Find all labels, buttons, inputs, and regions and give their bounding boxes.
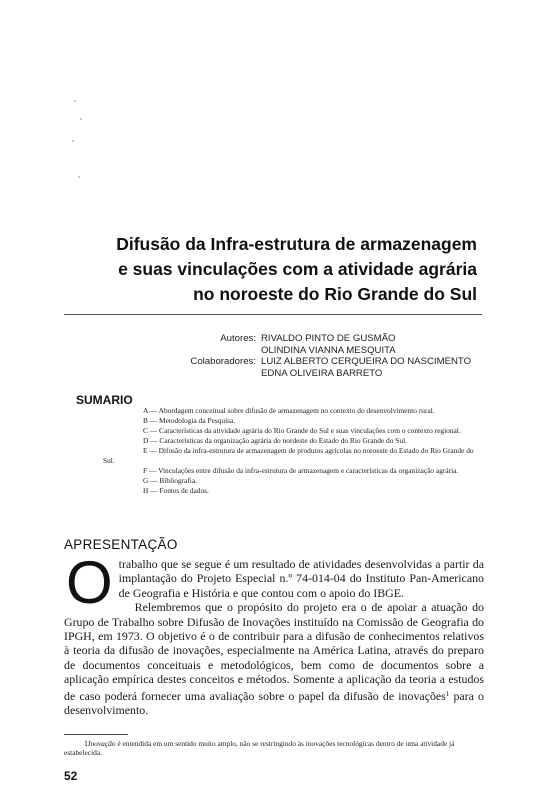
article-title: [17, 232, 477, 307]
footnote-divider: [64, 734, 128, 735]
paragraph-text: Relembremos que o propósito do projeto era o de apoiar a atuação do Grupo de Trabalho sobre Difusão de Inovações instituído na Comissão de Geografia do IPGH, em 1973. O objetivo é o de contribuir para a difusão de conhecimentos relativos à teoria da difusão de inovações, especialmente na América Latina, através do preparo de documentos conceituais e metodológicos, bem como de documentos sobre a aplicação empírica destes conceitos e métodos. Somente a aplicação da teoria a estudos de caso poderá fornecer uma avaliação sobre o papel da difusão de inovações: [64, 600, 484, 703]
footnote: [64, 739, 484, 758]
title-line: e suas vinculações com a atividade agrária: [118, 259, 477, 279]
author-name: OLINDINA VIANNA MESQUITA: [261, 344, 396, 356]
presentation-body: [64, 549, 485, 718]
summary-heading: SUMARIO: [76, 393, 133, 407]
paragraph-text: trabalho que se segue é um resultado de atividades desenvolvidas a partir da implantação do Projeto Especial n.º 74-014-04 do Instituto Pan-Americano de Geografia e História e que contou com o apoio do IBGE.: [118, 557, 484, 600]
collaborators-label: Colaboradores:: [190, 356, 256, 367]
paragraph-text: para o desenvolvimento.: [64, 688, 485, 718]
title-line: Difusão da Infra-estrutura de armazenagem: [116, 234, 477, 254]
footnote-text: [64, 739, 454, 757]
summary-item: A — Abordagem conceitual sobre difusão de armazenagem no contexto do desenvolvimento rural.: [143, 406, 435, 415]
footnote-number: 1: [84, 739, 88, 748]
summary-item: G — Bibliografia.: [143, 476, 197, 486]
authors-label: Autores:: [220, 333, 256, 344]
scan-speck: [80, 118, 82, 120]
credits-block: [53, 333, 473, 379]
paragraph: [64, 557, 484, 600]
summary-item: H — Fontes de dados.: [143, 486, 209, 496]
title-line: no noroeste do Rio Grande do Sul: [193, 284, 477, 304]
summary-item: D — Características da organização agrária do nordeste do Estado do Rio Grande do Sul.: [143, 436, 407, 446]
authors-row: [53, 333, 473, 356]
collaborator-name: EDNA OLIVEIRA BARRETO: [261, 367, 383, 379]
footnote-ref: 1: [445, 689, 450, 698]
title-divider: [64, 314, 482, 315]
presentation-heading: APRESENTAÇÃO: [64, 537, 178, 552]
paragraph: [64, 600, 484, 717]
footnote-body: é entendida em um sentido muito amplo, não se restringindo às inovações tecnológicas dentro de uma atividade já estabelecida.: [64, 739, 455, 758]
page-number: 52: [64, 769, 78, 783]
scan-speck: [74, 100, 76, 102]
scan-speck: [78, 176, 80, 178]
summary-item: F — Vinculações entre difusão da infra-estrutura de armazenagem e características da organização agrária.: [143, 465, 459, 475]
summary-item: C — Características da atividade agrária do Rio Grande do Sul e suas vinculações com o contexto regional.: [143, 426, 461, 436]
summary-list: [103, 406, 483, 496]
collaborator-name: LUIZ ALBERTO CERQUEIRA DO NASCIMENTO: [261, 356, 472, 367]
collaborators-row: [53, 356, 473, 379]
scan-speck: [72, 140, 74, 142]
collaborator-names: [261, 356, 473, 379]
footnote-term: Inovação: [88, 739, 116, 748]
drop-cap: O: [66, 549, 113, 616]
summary-item: E — Difusão da infra-estrutura de armazenagem de produtos agrícolas no noroeste do Estado do Rio Grande do Sul.: [103, 446, 474, 465]
author-names: [261, 333, 473, 356]
author-name: RIVALDO PINTO DE GUSMÃO: [261, 333, 396, 344]
summary-item: B — Metodologia da Pesquisa.: [143, 416, 236, 426]
